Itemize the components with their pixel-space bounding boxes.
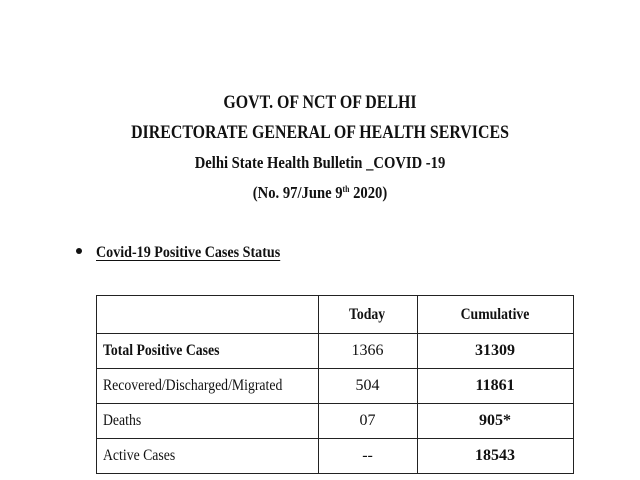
column-header-today-text: Today xyxy=(349,305,386,323)
table-row xyxy=(97,439,574,474)
row-label-recovered xyxy=(97,369,319,404)
row-label-text: Active Cases xyxy=(103,447,176,464)
cell-cumulative: 31309 xyxy=(417,334,573,369)
column-header-cumulative-text: Cumulative xyxy=(460,305,530,323)
cell-today: -- xyxy=(318,439,417,474)
row-label-text: Total Positive Cases xyxy=(103,342,220,359)
cell-cumulative: 905* xyxy=(417,404,573,439)
row-label-text: Recovered/Discharged/Migrated xyxy=(103,377,283,394)
column-header-label xyxy=(97,296,319,334)
table-row xyxy=(97,334,574,369)
table-header-row xyxy=(97,296,574,334)
bulletin-number xyxy=(45,178,595,208)
row-label-active xyxy=(97,439,319,474)
row-label-text: Deaths xyxy=(103,412,142,429)
bulletin-number-prefix: (No. 97/June 9 xyxy=(252,183,343,202)
column-header-today xyxy=(318,296,417,334)
bulletin-title: Delhi State Health Bulletin _COVID -19 xyxy=(194,153,446,172)
cell-cumulative: 18543 xyxy=(417,439,573,474)
row-label-deaths xyxy=(97,404,319,439)
bulletin-number-ordinal: th xyxy=(342,184,350,194)
government-title: GOVT. OF NCT OF DELHI xyxy=(223,93,417,113)
bulletin-header xyxy=(45,88,595,208)
bulletin-number-suffix: 2020) xyxy=(349,183,388,202)
column-header-cumulative xyxy=(417,296,573,334)
cell-today: 504 xyxy=(318,369,417,404)
cell-today: 07 xyxy=(318,404,417,439)
table-row xyxy=(97,369,574,404)
table-row xyxy=(97,404,574,439)
directorate-title: DIRECTORATE GENERAL OF HEALTH SERVICES xyxy=(131,123,509,143)
cell-today: 1366 xyxy=(318,334,417,369)
section-title: Covid-19 Positive Cases Status xyxy=(96,244,281,261)
row-label-total-positive xyxy=(97,334,319,369)
section-heading xyxy=(76,244,305,262)
bullet-icon xyxy=(76,248,82,254)
cell-cumulative: 11861 xyxy=(417,369,573,404)
cases-status-table xyxy=(96,295,574,474)
